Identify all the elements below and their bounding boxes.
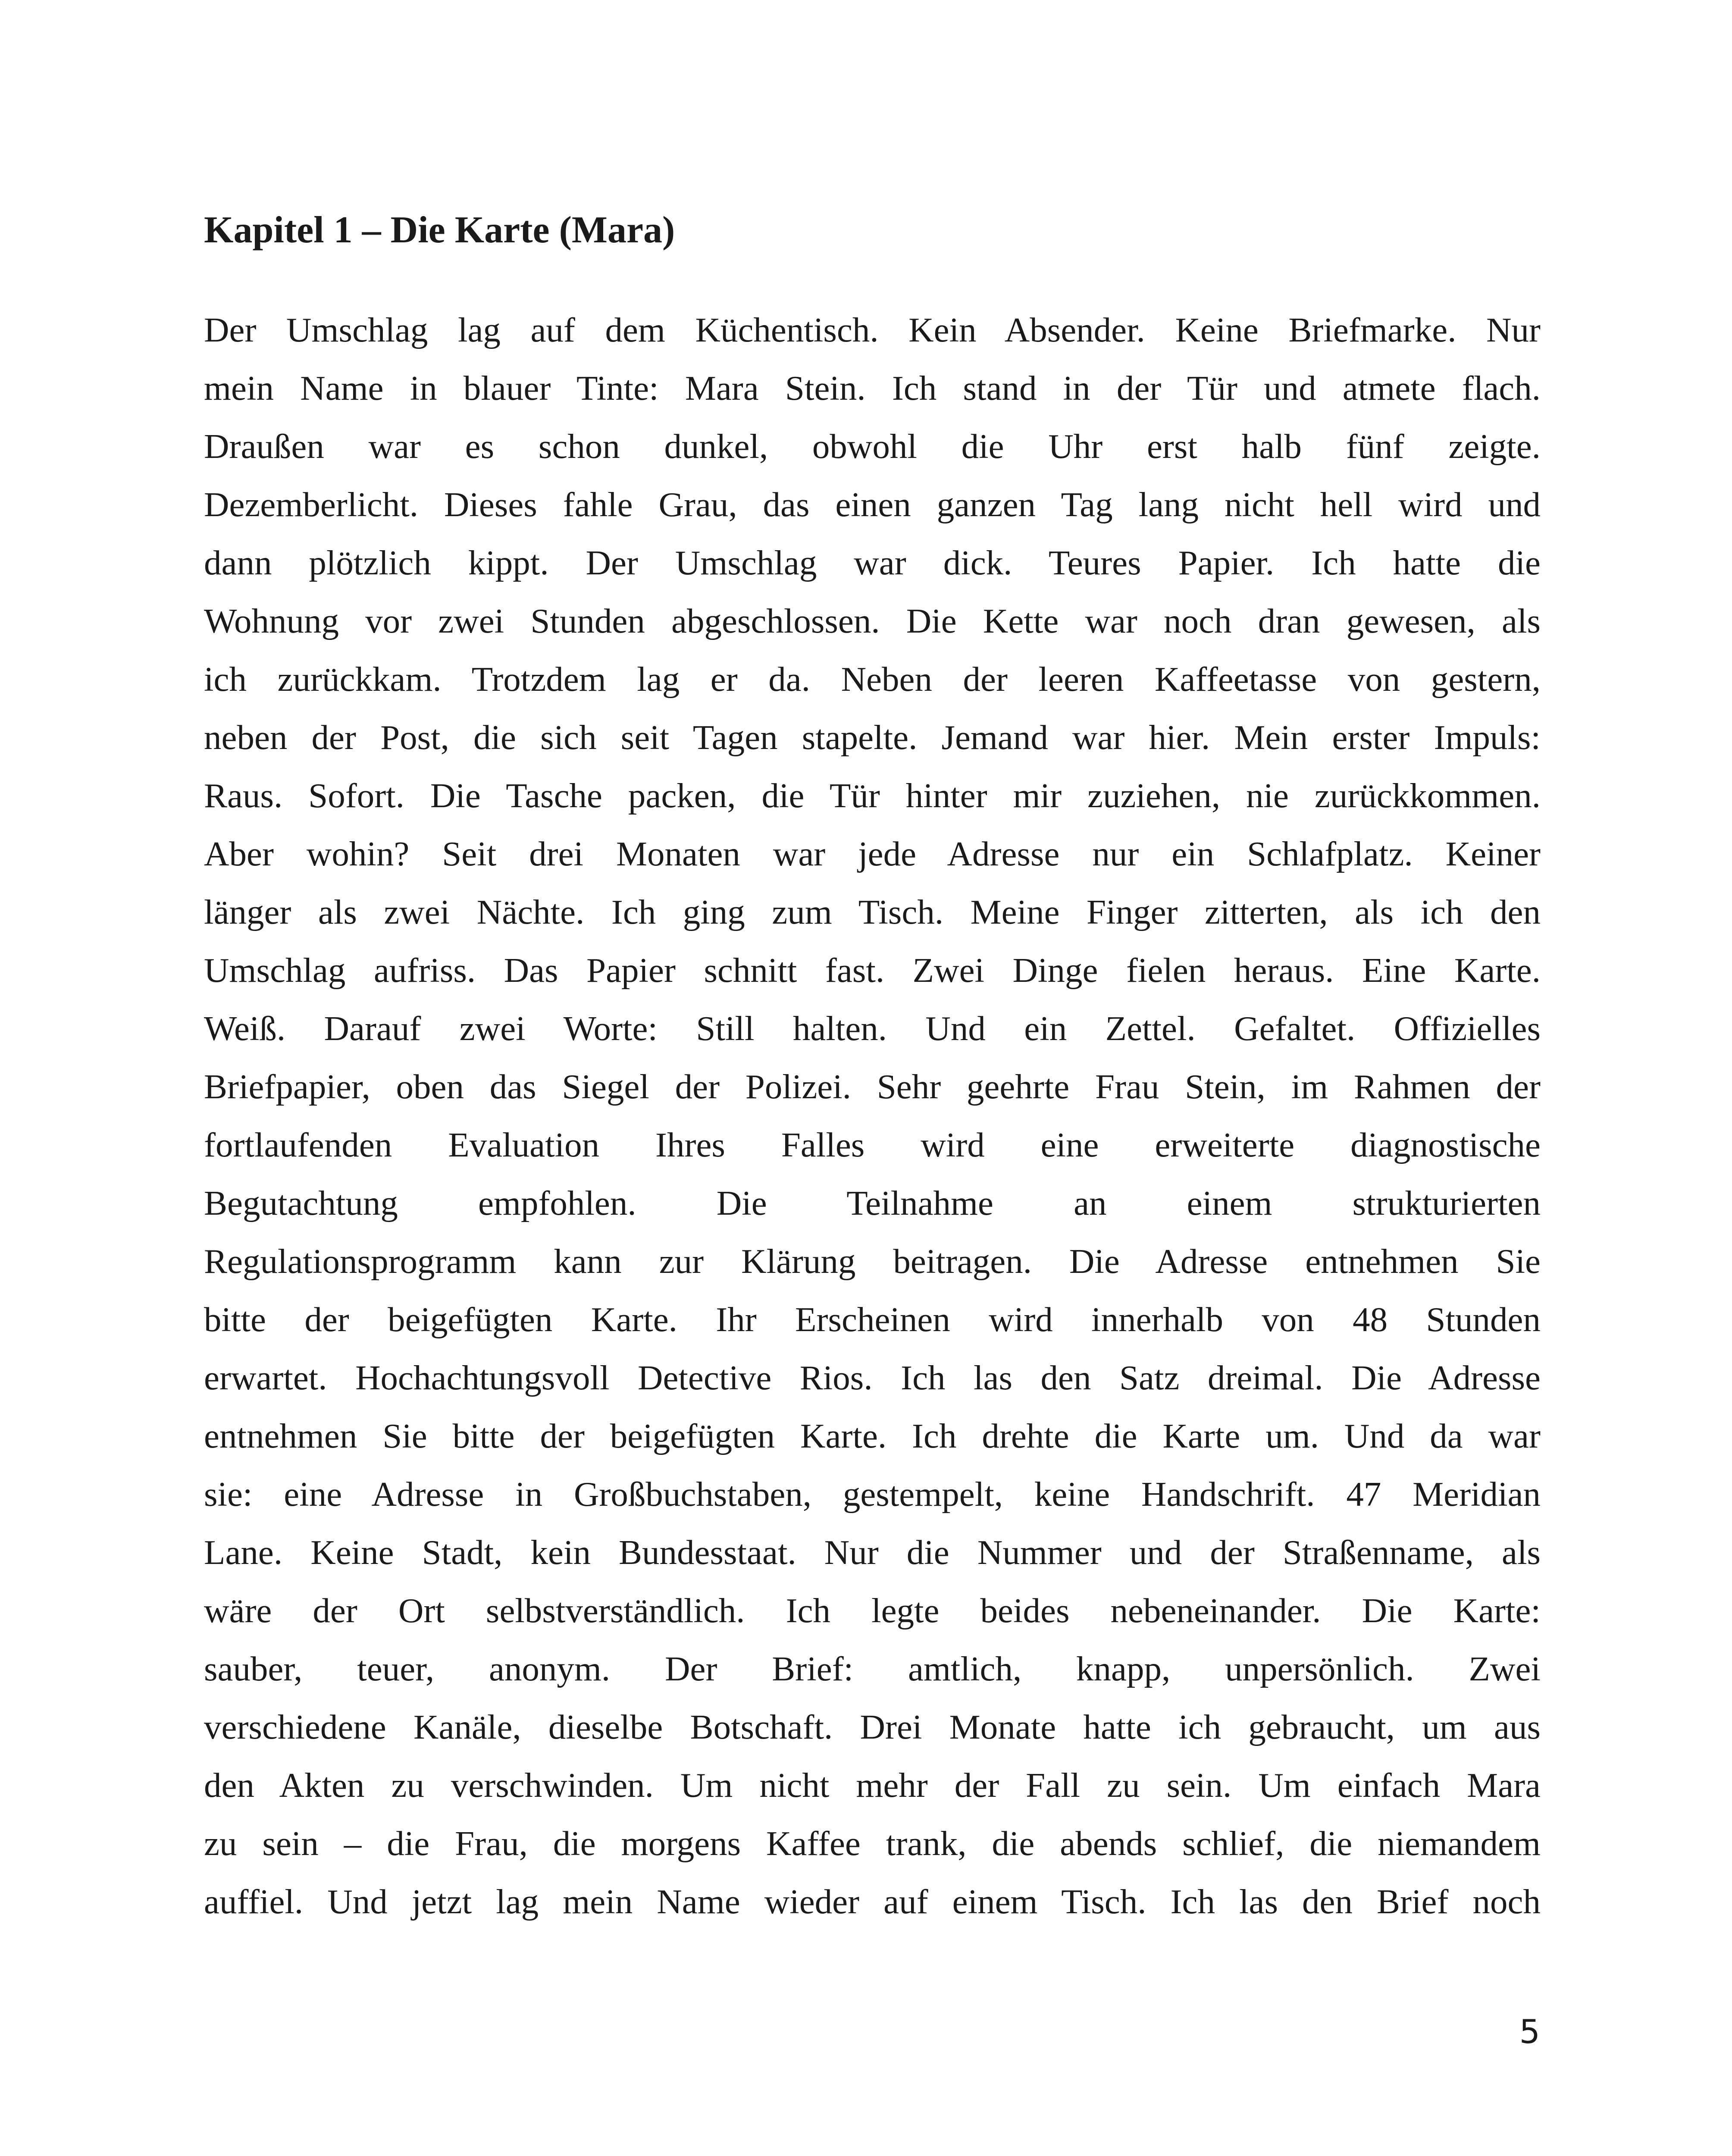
- text-line: fortlaufenden Evaluation Ihres Falles wird eine erweiterte diagnostische: [204, 1125, 1541, 1164]
- text-line: Draußen war es schon dunkel, obwohl die Uhr erst halb fünf zeigte.: [204, 427, 1541, 466]
- text-line: Lane. Keine Stadt, kein Bundesstaat. Nur die Nummer und der Straßenname, als: [204, 1533, 1541, 1572]
- text-line: erwartet. Hochachtungsvoll Detective Rios. Ich las den Satz dreimal. Die Adresse: [204, 1358, 1541, 1397]
- text-line: Begutachtung empfohlen. Die Teilnahme an einem strukturierten: [204, 1184, 1541, 1222]
- text-line: ich zurückkam. Trotzdem lag er da. Neben der leeren Kaffeetasse von gestern,: [204, 660, 1541, 699]
- text-line: dann plötzlich kippt. Der Umschlag war dick. Teures Papier. Ich hatte die: [204, 543, 1541, 582]
- text-line: neben der Post, die sich seit Tagen stapelte. Jemand war hier. Mein erster Impuls:: [204, 718, 1541, 757]
- text-line: Dezemberlicht. Dieses fahle Grau, das einen ganzen Tag lang nicht hell wird und: [204, 485, 1541, 524]
- text-line: länger als zwei Nächte. Ich ging zum Tisch. Meine Finger zitterten, als ich den: [204, 893, 1541, 931]
- page-number: 5: [1519, 2012, 1540, 2051]
- text-line: Der Umschlag lag auf dem Küchentisch. Kein Absender. Keine Briefmarke. Nur: [204, 310, 1541, 349]
- chapter-title: Kapitel 1 – Die Karte (Mara): [204, 209, 675, 251]
- text-line: sauber, teuer, anonym. Der Brief: amtlich, knapp, unpersönlich. Zwei: [204, 1649, 1541, 1688]
- text-line: Aber wohin? Seit drei Monaten war jede Adresse nur ein Schlafplatz. Keiner: [204, 834, 1541, 873]
- text-line: verschiedene Kanäle, dieselbe Botschaft. Drei Monate hatte ich gebraucht, um aus: [204, 1708, 1541, 1746]
- text-line: Weiß. Darauf zwei Worte: Still halten. Und ein Zettel. Gefaltet. Offizielles: [204, 1009, 1541, 1048]
- text-line: auffiel. Und jetzt lag mein Name wieder auf einem Tisch. Ich las den Brief noch: [204, 1882, 1541, 1921]
- text-line: Wohnung vor zwei Stunden abgeschlossen. Die Kette war noch dran gewesen, als: [204, 602, 1541, 640]
- text-line: mein Name in blauer Tinte: Mara Stein. Ich stand in der Tür und atmete flach.: [204, 369, 1541, 407]
- text-line: Regulationsprogramm kann zur Klärung beitragen. Die Adresse entnehmen Sie: [204, 1242, 1541, 1281]
- text-line: sie: eine Adresse in Großbuchstaben, gestempelt, keine Handschrift. 47 Meridian: [204, 1475, 1541, 1514]
- text-line: Umschlag aufriss. Das Papier schnitt fast. Zwei Dinge fielen heraus. Eine Karte.: [204, 951, 1541, 990]
- text-line: Raus. Sofort. Die Tasche packen, die Tür hinter mir zuziehen, nie zurückkommen.: [204, 776, 1541, 815]
- text-line: wäre der Ort selbstverständlich. Ich legte beides nebeneinander. Die Karte:: [204, 1591, 1541, 1630]
- text-line: den Akten zu verschwinden. Um nicht mehr der Fall zu sein. Um einfach Mara: [204, 1766, 1541, 1805]
- text-line: zu sein – die Frau, die morgens Kaffee trank, die abends schlief, die niemandem: [204, 1824, 1541, 1863]
- text-line: Briefpapier, oben das Siegel der Polizei. Sehr geehrte Frau Stein, im Rahmen der: [204, 1067, 1541, 1106]
- body-text: [204, 301, 1541, 1931]
- text-line: bitte der beigefügten Karte. Ihr Erscheinen wird innerhalb von 48 Stunden: [204, 1300, 1541, 1339]
- text-line: entnehmen Sie bitte der beigefügten Karte. Ich drehte die Karte um. Und da war: [204, 1416, 1541, 1455]
